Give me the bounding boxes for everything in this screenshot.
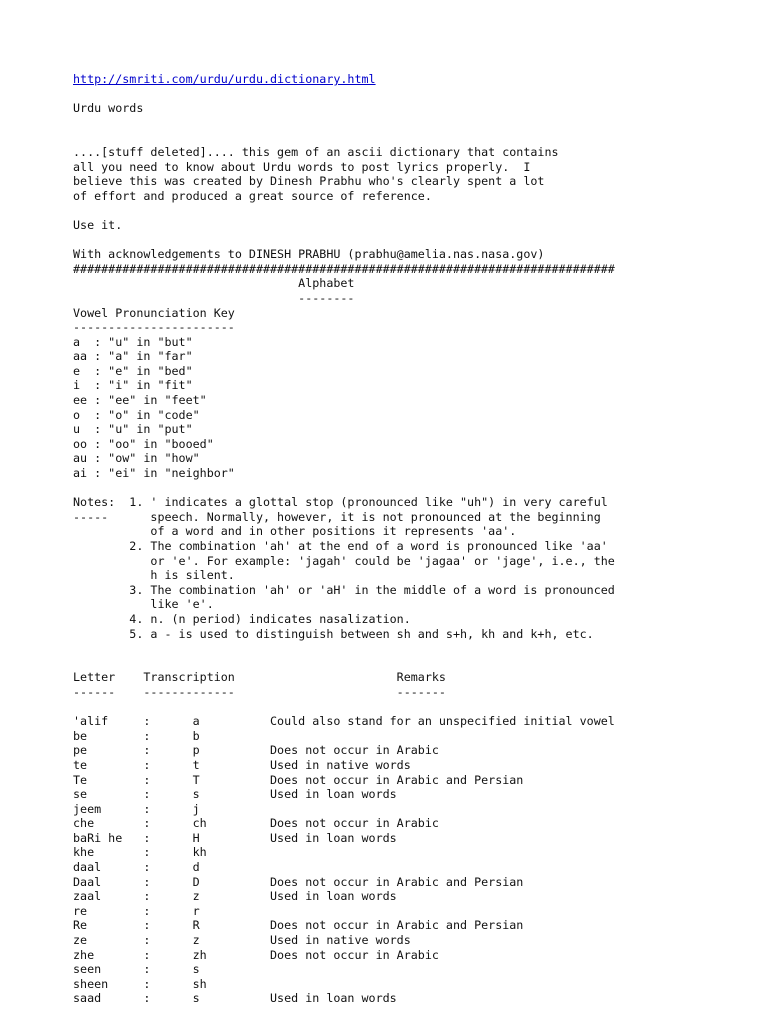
table-row: se : s Used in loan words — [73, 787, 397, 802]
table-row: ze : z Used in native words — [73, 933, 411, 948]
alphabet-heading: Alphabet — [73, 276, 355, 291]
table-row: che : ch Does not occur in Arabic — [73, 816, 439, 831]
vowel-row: aa : "a" in "far" — [73, 349, 193, 364]
notes-line: 4. n. (n period) indicates nasalization. — [73, 611, 411, 626]
vowel-row: o : "o" in "code" — [73, 407, 200, 422]
vowel-row: i : "i" in "fit" — [73, 378, 193, 393]
vowel-row: u : "u" in "put" — [73, 422, 193, 437]
source-url-link[interactable]: http://smriti.com/urdu/urdu.dictionary.html — [73, 72, 376, 86]
notes-line: of a word and in other positions it represents 'aa'. — [73, 524, 517, 539]
table-row: Daal : D Does not occur in Arabic and Persian — [73, 874, 524, 889]
table-row: baRi he : H Used in loan words — [73, 830, 397, 845]
table-row: Re : R Does not occur in Arabic and Persian — [73, 918, 524, 933]
vowel-row: oo : "oo" in "booed" — [73, 436, 214, 451]
use-it-line: Use it. — [73, 217, 123, 232]
vowel-key-heading: Vowel Pronunciation Key — [73, 305, 235, 320]
alphabet-underline: -------- — [73, 290, 355, 305]
table-row: Te : T Does not occur in Arabic and Persian — [73, 772, 524, 787]
notes-line: 2. The combination 'ah' at the end of a word is pronounced like 'aa' — [73, 539, 608, 553]
intro-line: believe this was created by Dinesh Prabhu who's clearly spent a lot — [73, 174, 545, 189]
notes-line: like 'e'. — [73, 597, 214, 612]
table-row: zaal : z Used in loan words — [73, 889, 397, 904]
table-row: seen : s — [73, 962, 200, 977]
table-row: daal : d — [73, 860, 200, 875]
table-row: pe : p Does not occur in Arabic — [73, 743, 439, 758]
table-row: saad : s Used in loan words — [73, 991, 397, 1006]
vowel-row: a : "u" in "but" — [73, 334, 193, 349]
vowel-key-underline: ----------------------- — [73, 320, 235, 335]
table-row: jeem : j — [73, 801, 200, 816]
intro-line: ....[stuff deleted].... this gem of an ascii dictionary that contains — [73, 144, 559, 159]
intro-line: of effort and produced a great source of reference. — [73, 188, 432, 203]
page-title: Urdu words — [73, 101, 144, 116]
table-row: 'alif : a Could also stand for an unspecified initial vowel — [73, 714, 615, 729]
table-row: khe : kh — [73, 845, 207, 860]
notes-line: ----- speech. Normally, however, it is not pronounced at the beginning — [73, 509, 601, 524]
notes-line: 3. The combination 'ah' or 'aH' in the middle of a word is pronounced — [73, 582, 615, 597]
hash-rule: ############################################################################# — [73, 261, 615, 276]
notes-line: 5. a - is used to distinguish between sh and s+h, kh and k+h, etc. — [73, 626, 594, 641]
document-body — [73, 72, 615, 1006]
table-row: be : b — [73, 728, 200, 743]
vowel-row: ee : "ee" in "feet" — [73, 393, 207, 408]
table-row: sheen : sh — [73, 976, 207, 991]
table-row: te : t Used in native words — [73, 757, 411, 772]
vowel-row: au : "ow" in "how" — [73, 451, 200, 466]
table-underline: ------ ------------- ------- — [73, 684, 446, 699]
vowel-row: e : "e" in "bed" — [73, 363, 193, 378]
acknowledgement-line: With acknowledgements to DINESH PRABHU (prabhu@amelia.nas.nasa.gov) — [73, 247, 545, 262]
table-row: zhe : zh Does not occur in Arabic — [73, 947, 439, 962]
blank-line — [73, 87, 615, 102]
notes-line: h is silent. — [73, 568, 235, 583]
vowel-row: ai : "ei" in "neighbor" — [73, 466, 235, 481]
table-header: Letter Transcription Remarks — [73, 670, 446, 685]
intro-line: all you need to know about Urdu words to post lyrics properly. I — [73, 159, 531, 174]
table-row: re : r — [73, 903, 200, 918]
notes-line: Notes: 1. ' indicates a glottal stop (pronounced like "uh") in very careful — [73, 495, 608, 510]
notes-line: or 'e'. For example: 'jagah' could be 'jagaa' or 'jage', i.e., the — [73, 553, 615, 568]
